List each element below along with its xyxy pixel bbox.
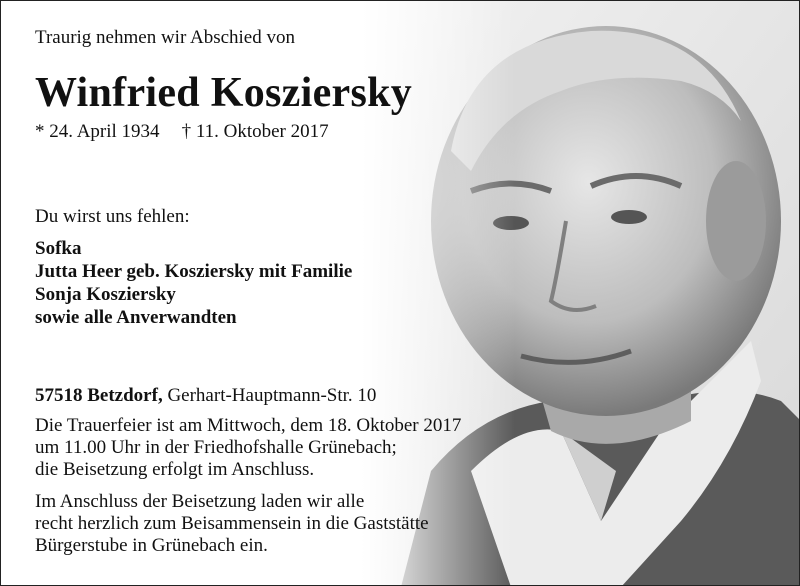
reception-line: recht herzlich zum Beisammensein in die Gaststätte (35, 513, 429, 534)
mourner-item: Sofka (35, 238, 82, 259)
ceremony-line: um 11.00 Uhr in der Friedhofshalle Grünebach; (35, 437, 397, 458)
birth-date: * 24. April 1934 (35, 121, 160, 142)
ceremony-line: die Beisetzung erfolgt im Anschluss. (35, 459, 315, 480)
deceased-name: Winfried Kosziersky (35, 70, 413, 116)
mourners-list (35, 237, 352, 329)
death-date: † 11. Oktober 2017 (181, 121, 329, 142)
family-address (35, 385, 376, 407)
reception-line: Im Anschluss der Beisetzung laden wir alle (35, 491, 365, 512)
mourner-item: Sonja Kosziersky (35, 284, 176, 305)
ceremony-line: Die Trauerfeier ist am Mittwoch, dem 18. Oktober 2017 (35, 415, 462, 436)
ceremony-info (35, 415, 461, 481)
reception-line: Bürgerstube in Grünebach ein. (35, 535, 268, 556)
life-dates (35, 121, 329, 143)
address-street: Gerhart-Hauptmann-Str. 10 (167, 385, 377, 406)
missing-text: Du wirst uns fehlen: (35, 206, 190, 227)
mourner-item: sowie alle Anverwandten (35, 307, 237, 328)
mourner-item: Jutta Heer geb. Kosziersky mit Familie (35, 261, 353, 282)
reception-info (35, 491, 429, 557)
intro-text: Traurig nehmen wir Abschied von (35, 27, 295, 48)
address-city: 57518 Betzdorf, (35, 385, 163, 406)
